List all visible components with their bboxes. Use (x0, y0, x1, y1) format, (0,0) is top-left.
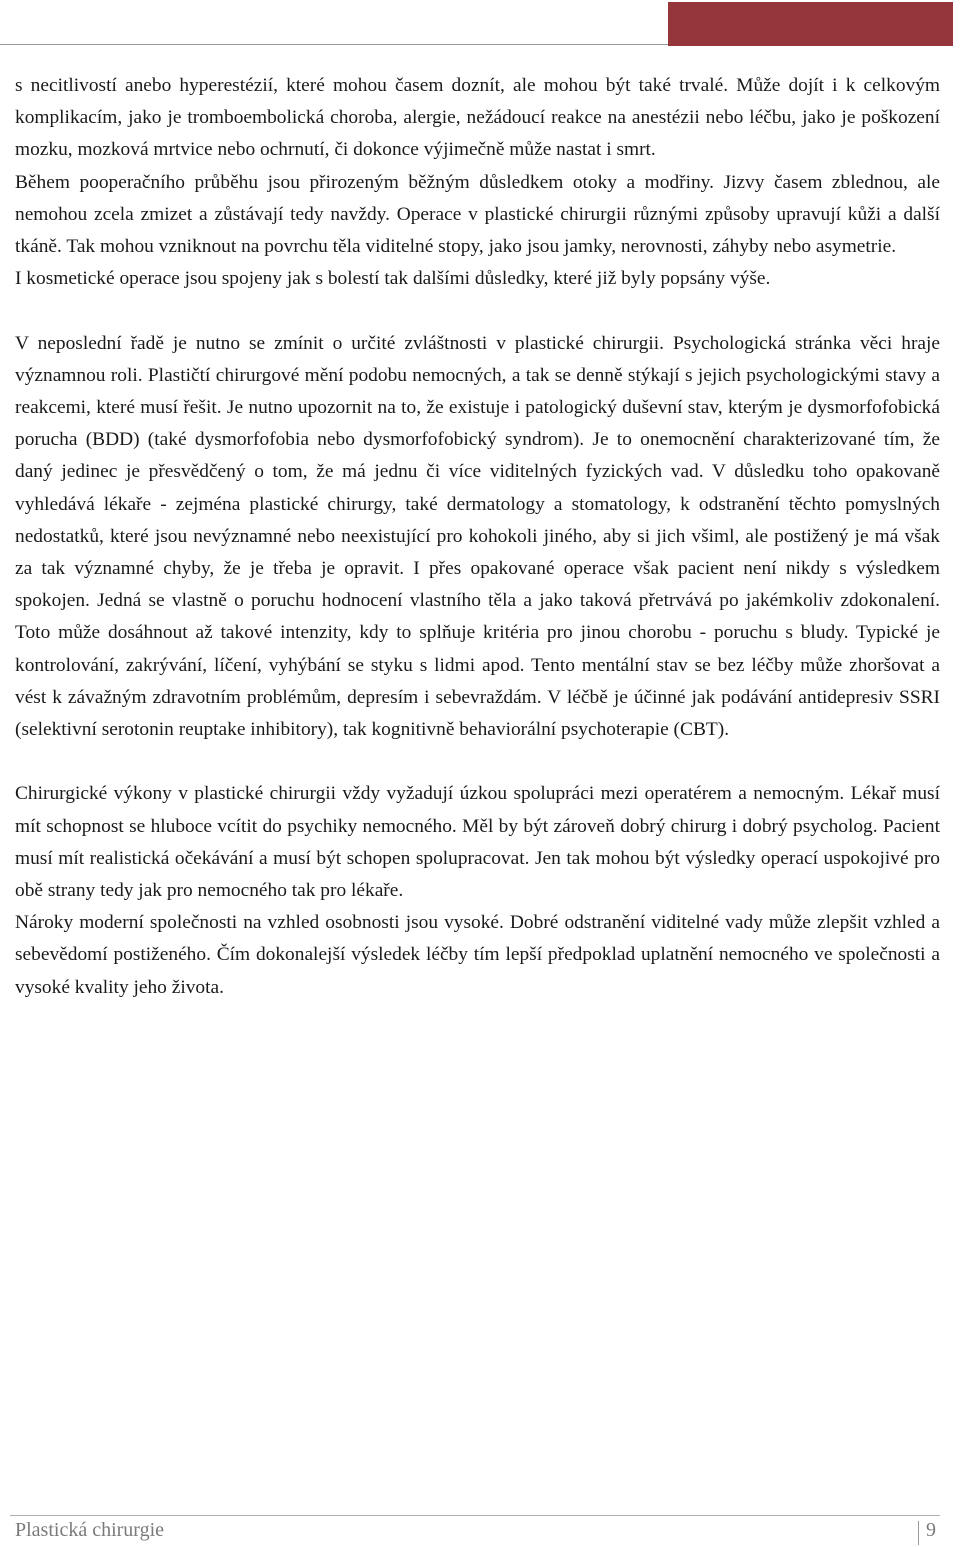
footer-separator (918, 1521, 919, 1545)
paragraph: Během pooperačního průběhu jsou přirozeným běžným důsledkem otoky a modřiny. Jizvy časem zblednou, ale nemohou zcela zmizet a zůstávají tedy navždy. Operace v plastické chirurgii různými způsoby upravují kůži a další tkáně. Tak mohou vzniknout na povrchu těla viditelné stopy, jako jsou jamky, nerovnosti, záhyby nebo asymetrie. (15, 171, 940, 258)
paragraph-gap (15, 746, 940, 778)
footer-rule (10, 1515, 940, 1516)
paragraph-gap (15, 295, 940, 327)
footer-title: Plastická chirurgie (15, 1519, 165, 1541)
paragraph: Chirurgické výkony v plastické chirurgii vždy vyžadují úzkou spolupráci mezi operatérem a nemocným. Lékař musí mít schopnost se hluboce vcítit do psychiky nemocného. Měl by být zároveň dobrý chirurg i dobrý psycholog. Pacient musí mít realistická očekávání a musí být schopen spolupracovat. Jen tak mohou být výsledky operací uspokojivé pro obě strany tedy jak pro nemocného tak pro lékaře. (15, 783, 940, 902)
page-number: 9 (926, 1519, 936, 1541)
document-body (15, 70, 940, 1004)
paragraph: s necitlivostí anebo hyperestézií, které mohou časem doznít, ale mohou být také trvalé. Může dojít i k celkovým komplikacím, jako je tromboembolická choroba, alergie, nežádoucí reakce na anestézii nebo léčbu, jako je poškození mozku, mozková mrtvice nebo ochrnutí, či dokonce výjimečně může nastat i smrt. (15, 75, 940, 161)
header-rule (0, 44, 668, 45)
paragraph: I kosmetické operace jsou spojeny jak s bolestí tak dalšími důsledky, které již byly popsány výše. (15, 268, 771, 290)
header-accent-block (668, 2, 953, 46)
paragraph: Nároky moderní společnosti na vzhled osobnosti jsou vysoké. Dobré odstranění viditelné vady může zlepšit vzhled a sebevědomí postiženého. Čím dokonalejší výsledek léčby tím lepší předpoklad uplatnění nemocného ve společnosti a vysoké kvality jeho života. (15, 912, 940, 998)
paragraph: V neposlední řadě je nutno se zmínit o určité zvláštnosti v plastické chirurgii. Psychologická stránka věci hraje významnou roli. Plastičtí chirurgové mění podobu nemocných, a tak se denně stýkají s jejich psychologickými stavy a reakcemi, které musí řešit. Je nutno upozornit na to, že existuje i patologický duševní stav, kterým je dysmorfofobická porucha (BDD) (také dysmorfofobia nebo dysmorfofobický syndrom). Je to onemocnění charakterizované tím, že daný jedinec je přesvědčený o tom, že má jednu či více viditelných fyzických vad. V důsledku toho opakovaně vyhledává lékaře - zejména plastické chirurgy, také dermatology a stomatology, k odstranění těchto pomyslných nedostatků, které jsou nevýznamné nebo neexistující pro kohokoli jiného, aby si jich všiml, ale postižený je má však za tak významné chyby, že je třeba je opravit. I přes opakované operace však pacient není nikdy s výsledkem spokojen. Jedná se vlastně o poruchu hodnocení vlastního těla a jako taková přetrvává po jakémkoliv zdokonalení. Toto může dosáhnout až takové intenzity, kdy to splňuje kritéria pro jinou chorobu - poruchu s bludy. Typické je kontrolování, zakrývání, líčení, vyhýbání se styku s lidmi apod. Tento mentální stav se bez léčby může zhoršovat a vést k závažným zdravotním problémům, depresím i sebevraždám. V léčbě je účinné jak podávání antidepresiv SSRI (selektivní serotonin reuptake inhibitory), tak kognitivně behaviorální psychoterapie (CBT). (15, 332, 940, 741)
